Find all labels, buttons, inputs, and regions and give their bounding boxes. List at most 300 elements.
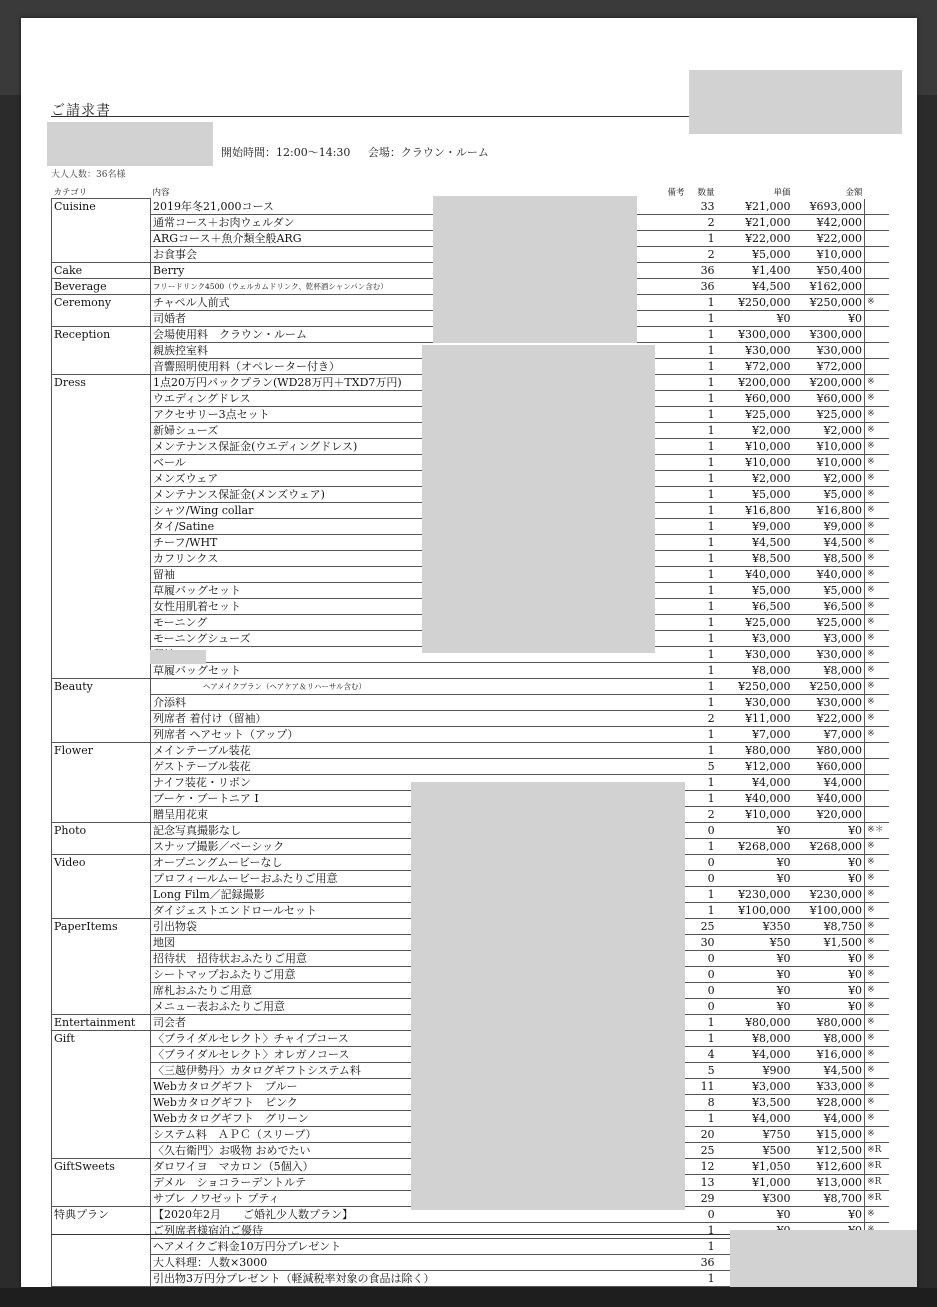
row-unit-price: ¥0	[717, 870, 793, 886]
row-category	[52, 502, 151, 518]
row-item-name: Webカタログギフト グリーン	[151, 1110, 437, 1126]
row-category	[52, 518, 151, 534]
row-unit-price: ¥0	[717, 310, 793, 326]
row-qty: 1	[687, 742, 717, 758]
row-category	[52, 934, 151, 950]
row-tax-mark: ※	[865, 1206, 889, 1222]
row-amount: ¥693,000	[793, 199, 865, 215]
row-qty: 1	[687, 726, 717, 742]
row-tax-mark	[865, 199, 889, 215]
row-unit-price: ¥5,000	[717, 582, 793, 598]
row-amount: ¥22,000	[793, 230, 865, 246]
row-category	[52, 1046, 151, 1062]
row-category	[52, 1126, 151, 1142]
row-amount: ¥80,000	[793, 742, 865, 758]
row-amount: ¥42,000	[793, 214, 865, 230]
row-item-name: 草履バッグセット	[151, 662, 437, 678]
row-tax-mark: ※	[865, 566, 889, 582]
row-tax-mark: ※	[865, 614, 889, 630]
row-unit-price: ¥4,000	[717, 1046, 793, 1062]
row-unit-price: ¥250,000	[717, 294, 793, 310]
venue: 会場：クラウン・ルーム	[367, 146, 489, 159]
row-unit-price: ¥2,000	[717, 470, 793, 486]
row-category	[52, 662, 151, 678]
row-category	[52, 342, 151, 358]
row-unit-price: ¥9,000	[717, 518, 793, 534]
row-amount: ¥0	[793, 998, 865, 1014]
row-qty: 5	[687, 758, 717, 774]
row-unit-price: ¥4,500	[717, 534, 793, 550]
row-note	[437, 1254, 687, 1270]
row-tax-mark: ※R	[865, 1190, 889, 1206]
row-amount: ¥300,000	[793, 326, 865, 342]
row-tax-mark: ※	[865, 1126, 889, 1142]
row-amount: ¥60,000	[793, 390, 865, 406]
table-row	[52, 678, 889, 694]
row-item-name: 草履バッグセット	[151, 582, 437, 598]
row-tax-mark	[865, 790, 889, 806]
row-tax-mark: ※R	[865, 1158, 889, 1174]
row-amount: ¥40,000	[793, 790, 865, 806]
row-note	[437, 1238, 687, 1254]
row-item-name: ダロワイヨ マカロン（5個入）	[151, 1158, 437, 1174]
row-amount: ¥80,000	[793, 1014, 865, 1030]
row-unit-price: ¥3,000	[717, 1078, 793, 1094]
row-amount: ¥1,500	[793, 934, 865, 950]
row-item-name: ヘアメイクプラン（ヘアケア＆リハーサル含む）	[151, 678, 437, 694]
row-amount: ¥0	[793, 950, 865, 966]
row-unit-price: ¥0	[717, 966, 793, 982]
event-info	[221, 144, 503, 160]
row-amount: ¥0	[793, 310, 865, 326]
row-category	[52, 966, 151, 982]
row-category	[52, 358, 151, 374]
row-tax-mark: ※	[865, 374, 889, 390]
row-category	[52, 630, 151, 646]
row-tax-mark: ※	[865, 502, 889, 518]
row-qty: 0	[687, 950, 717, 966]
row-tax-mark: ※	[865, 838, 889, 854]
row-category	[52, 310, 151, 326]
row-unit-price: ¥2,000	[717, 422, 793, 438]
row-tax-mark: ※	[865, 406, 889, 422]
row-qty: 8	[687, 1094, 717, 1110]
row-qty: 1	[687, 454, 717, 470]
row-unit-price: ¥5,000	[717, 246, 793, 262]
row-tax-mark: ※	[865, 630, 889, 646]
header-note: 備考	[667, 188, 685, 199]
row-qty: 1	[687, 1110, 717, 1126]
row-qty: 1	[687, 374, 717, 390]
row-unit-price: ¥5,000	[717, 486, 793, 502]
row-category	[52, 1190, 151, 1206]
row-amount: ¥4,500	[793, 1062, 865, 1078]
row-amount: ¥22,000	[793, 710, 865, 726]
row-tax-mark: ※	[865, 1110, 889, 1126]
row-item-name: シャツ/Wing collar	[151, 502, 437, 518]
viewer-bottom-strip	[0, 1288, 937, 1307]
row-qty: 25	[687, 1142, 717, 1158]
row-item-name: Webカタログギフト ピンク	[151, 1094, 437, 1110]
row-amount: ¥15,000	[793, 1126, 865, 1142]
row-item-name: サブレ ノワゼット プティ	[151, 1190, 437, 1206]
row-unit-price: ¥350	[717, 918, 793, 934]
row-amount: ¥230,000	[793, 886, 865, 902]
row-unit-price: ¥268,000	[717, 838, 793, 854]
row-item-name: 引出物3万円分プレゼント（軽減税率対象の食品は除く）	[151, 1270, 437, 1286]
row-item-name: 席札おふたりご用意	[151, 982, 437, 998]
row-item-name: 女性用肌着セット	[151, 598, 437, 614]
row-item-name: カフリンクス	[151, 550, 437, 566]
row-category: GiftSweets	[52, 1158, 151, 1174]
row-item-name: 招待状 招待状おふたりご用意	[151, 950, 437, 966]
row-qty: 1	[687, 566, 717, 582]
row-qty: 2	[687, 246, 717, 262]
row-unit-price: ¥1,000	[717, 1174, 793, 1190]
redacted-header-block	[689, 70, 902, 134]
row-category	[52, 886, 151, 902]
row-tax-mark: ※	[865, 902, 889, 918]
row-item-name: 列席者 着付け（留袖）	[151, 710, 437, 726]
row-unit-price: ¥750	[717, 1126, 793, 1142]
row-qty: 1	[687, 230, 717, 246]
table-row	[52, 758, 889, 774]
row-tax-mark: ※R	[865, 1174, 889, 1190]
row-item-name: お食事会	[151, 246, 437, 262]
row-tax-mark	[865, 310, 889, 326]
row-item-name: シートマップおふたりご用意	[151, 966, 437, 982]
guest-count-line: 大人人数：36名様	[51, 170, 126, 180]
row-amount: ¥8,700	[793, 1190, 865, 1206]
row-amount: ¥16,800	[793, 502, 865, 518]
row-item-name: 引出物袋	[151, 918, 437, 934]
row-tax-mark: ※	[865, 710, 889, 726]
row-unit-price: ¥21,000	[717, 199, 793, 215]
row-qty: 4	[687, 1046, 717, 1062]
row-item-name: 大人料理：人数×3000	[151, 1254, 437, 1270]
row-tax-mark: ※	[865, 870, 889, 886]
row-tax-mark: ※	[865, 1094, 889, 1110]
row-unit-price: ¥300	[717, 1190, 793, 1206]
row-category	[52, 1174, 151, 1190]
row-category	[52, 550, 151, 566]
redacted-notes-2	[422, 345, 655, 653]
row-item-name: タイ/Satine	[151, 518, 437, 534]
redacted-notes-1	[433, 196, 637, 343]
row-tax-mark	[865, 774, 889, 790]
row-qty: 1	[687, 534, 717, 550]
page-title: ご請求書	[51, 103, 111, 119]
row-tax-mark: ※	[865, 486, 889, 502]
header-unit: 単価	[773, 188, 791, 199]
row-tax-mark: ※R	[865, 1142, 889, 1158]
row-amount: ¥30,000	[793, 646, 865, 662]
row-unit-price: ¥16,800	[717, 502, 793, 518]
row-qty: 1	[687, 902, 717, 918]
row-category: Dress	[52, 374, 151, 390]
row-tax-mark: ※	[865, 438, 889, 454]
row-amount: ¥20,000	[793, 806, 865, 822]
row-amount: ¥2,000	[793, 470, 865, 486]
row-qty: 2	[687, 214, 717, 230]
row-amount: ¥30,000	[793, 694, 865, 710]
row-item-name: メンズウェア	[151, 470, 437, 486]
row-unit-price: ¥3,000	[717, 630, 793, 646]
row-amount: ¥28,000	[793, 1094, 865, 1110]
row-qty: 1	[687, 342, 717, 358]
row-amount: ¥40,000	[793, 566, 865, 582]
row-item-name: メニュー表おふたりご用意	[151, 998, 437, 1014]
row-tax-mark: ※	[865, 854, 889, 870]
row-category	[52, 1270, 151, 1286]
row-unit-price: ¥0	[717, 950, 793, 966]
row-category: Beauty	[52, 678, 151, 694]
row-category	[52, 1062, 151, 1078]
row-category	[52, 806, 151, 822]
row-amount: ¥0	[793, 966, 865, 982]
row-qty: 1	[687, 310, 717, 326]
row-item-name: ARGコース＋魚介類全般ARG	[151, 230, 437, 246]
row-amount: ¥9,000	[793, 518, 865, 534]
row-qty: 1	[687, 774, 717, 790]
row-amount: ¥5,000	[793, 582, 865, 598]
row-qty: 1	[687, 1238, 717, 1254]
row-tax-mark: ※	[865, 582, 889, 598]
row-amount: ¥60,000	[793, 758, 865, 774]
row-category	[52, 438, 151, 454]
row-unit-price: ¥500	[717, 1142, 793, 1158]
table-row	[52, 742, 889, 758]
row-tax-mark: ※	[865, 1030, 889, 1046]
row-amount: ¥33,000	[793, 1078, 865, 1094]
row-item-name: 地図	[151, 934, 437, 950]
row-tax-mark	[865, 246, 889, 262]
row-category: Ceremony	[52, 294, 151, 310]
row-category: Gift	[52, 1030, 151, 1046]
row-item-name: 2019年冬21,000コース	[151, 199, 437, 215]
row-unit-price: ¥30,000	[717, 694, 793, 710]
row-item-name: 留袖	[151, 566, 437, 582]
redacted-notes-3	[411, 782, 685, 1210]
row-item-name: 記念写真撮影なし	[151, 822, 437, 838]
redacted-footer-block	[730, 1230, 917, 1287]
row-category	[52, 870, 151, 886]
row-amount: ¥100,000	[793, 902, 865, 918]
row-amount: ¥0	[793, 982, 865, 998]
row-tax-mark: ※	[865, 950, 889, 966]
row-tax-mark	[865, 262, 889, 278]
row-tax-mark: ※	[865, 694, 889, 710]
row-unit-price: ¥0	[717, 998, 793, 1014]
row-amount: ¥25,000	[793, 406, 865, 422]
row-unit-price: ¥30,000	[717, 646, 793, 662]
row-amount: ¥8,000	[793, 662, 865, 678]
row-item-name: フリードリンク4500（ウェルカムドリンク、乾杯酒シャンパン含む）	[151, 278, 437, 294]
row-amount: ¥268,000	[793, 838, 865, 854]
row-tax-mark	[865, 758, 889, 774]
row-amount: ¥25,000	[793, 614, 865, 630]
row-tax-mark	[865, 326, 889, 342]
row-amount: ¥30,000	[793, 342, 865, 358]
row-qty: 1	[687, 1014, 717, 1030]
row-item-name: チャペル人前式	[151, 294, 437, 310]
row-note	[437, 742, 687, 758]
row-qty: 25	[687, 918, 717, 934]
row-note	[437, 1222, 687, 1238]
row-note	[437, 726, 687, 742]
row-item-name: メインテーブル装花	[151, 742, 437, 758]
row-qty: 1	[687, 790, 717, 806]
redacted-name-block	[47, 122, 213, 166]
row-category	[52, 246, 151, 262]
row-unit-price: ¥50	[717, 934, 793, 950]
row-category	[52, 758, 151, 774]
row-unit-price: ¥3,500	[717, 1094, 793, 1110]
row-qty: 1	[687, 550, 717, 566]
row-qty: 12	[687, 1158, 717, 1174]
row-qty: 5	[687, 1062, 717, 1078]
row-category	[52, 470, 151, 486]
row-tax-mark: ※	[865, 1014, 889, 1030]
row-unit-price: ¥0	[717, 822, 793, 838]
row-qty: 29	[687, 1190, 717, 1206]
row-qty: 1	[687, 486, 717, 502]
row-unit-price: ¥0	[717, 982, 793, 998]
row-qty: 1	[687, 502, 717, 518]
row-amount: ¥250,000	[793, 294, 865, 310]
row-amount: ¥10,000	[793, 438, 865, 454]
row-qty: 1	[687, 694, 717, 710]
row-unit-price: ¥11,000	[717, 710, 793, 726]
row-category	[52, 614, 151, 630]
row-tax-mark: ※	[865, 294, 889, 310]
row-category	[52, 566, 151, 582]
row-item-name: 介添料	[151, 694, 437, 710]
row-unit-price: ¥0	[717, 854, 793, 870]
row-item-name: ベール	[151, 454, 437, 470]
row-qty: 36	[687, 278, 717, 294]
row-category: Reception	[52, 326, 151, 342]
invoice-page	[21, 18, 917, 1287]
row-item-name: メンテナンス保証金(ウエディングドレス)	[151, 438, 437, 454]
row-category	[52, 582, 151, 598]
row-category: 特典プラン	[52, 1206, 151, 1222]
row-amount: ¥7,000	[793, 726, 865, 742]
row-qty: 1	[687, 646, 717, 662]
row-item-name: モーニングシューズ	[151, 630, 437, 646]
row-qty: 1	[687, 678, 717, 694]
row-category	[52, 534, 151, 550]
row-category	[52, 1142, 151, 1158]
row-tax-mark	[865, 342, 889, 358]
row-note	[437, 678, 687, 694]
row-amount: ¥8,500	[793, 550, 865, 566]
redacted-beauty-name	[150, 650, 206, 664]
row-unit-price: ¥4,000	[717, 774, 793, 790]
row-category	[52, 454, 151, 470]
row-tax-mark: ※	[865, 966, 889, 982]
row-amount: ¥4,500	[793, 534, 865, 550]
row-item-name: Berry	[151, 262, 437, 278]
row-item-name: 〈ブライダルセレクト〉オレガノコース	[151, 1046, 437, 1062]
row-qty: 20	[687, 1126, 717, 1142]
row-amount: ¥8,000	[793, 1030, 865, 1046]
row-category	[52, 1110, 151, 1126]
row-qty: 1	[687, 662, 717, 678]
row-tax-mark: ※	[865, 518, 889, 534]
row-amount: ¥200,000	[793, 374, 865, 390]
row-tax-mark: ※	[865, 726, 889, 742]
header-category: カテゴリ	[53, 188, 88, 198]
row-category: Cuisine	[52, 199, 151, 215]
header-qty: 数量	[697, 188, 715, 199]
row-unit-price: ¥200,000	[717, 374, 793, 390]
row-unit-price: ¥0	[717, 1206, 793, 1222]
row-note	[437, 1270, 687, 1286]
row-amount: ¥16,000	[793, 1046, 865, 1062]
row-qty: 1	[687, 582, 717, 598]
row-item-name: プロフィールムービーおふたりご用意	[151, 870, 437, 886]
row-item-name: 通常コース＋お肉ウェルダン	[151, 214, 437, 230]
row-qty: 0	[687, 998, 717, 1014]
row-item-name: 司会者	[151, 1014, 437, 1030]
row-qty: 0	[687, 1206, 717, 1222]
row-tax-mark: ※	[865, 390, 889, 406]
row-qty: 11	[687, 1078, 717, 1094]
row-item-name: 列席者 ヘアセット（アップ）	[151, 726, 437, 742]
row-qty: 1	[687, 598, 717, 614]
row-amount: ¥10,000	[793, 246, 865, 262]
row-qty: 1	[687, 838, 717, 854]
title-divider	[51, 116, 691, 117]
row-note	[437, 758, 687, 774]
row-category	[52, 598, 151, 614]
row-note	[437, 710, 687, 726]
row-unit-price: ¥100,000	[717, 902, 793, 918]
row-category	[52, 694, 151, 710]
row-unit-price: ¥25,000	[717, 406, 793, 422]
row-tax-mark: ※	[865, 886, 889, 902]
row-item-name: ゲストテーブル装花	[151, 758, 437, 774]
row-category	[52, 950, 151, 966]
row-tax-mark: ※	[865, 598, 889, 614]
row-item-name: 新婦シューズ	[151, 422, 437, 438]
row-tax-mark	[865, 358, 889, 374]
row-category	[52, 486, 151, 502]
row-qty: 36	[687, 262, 717, 278]
row-item-name: 司婚者	[151, 310, 437, 326]
row-category	[52, 998, 151, 1014]
row-tax-mark	[865, 742, 889, 758]
row-tax-mark: ※	[865, 1078, 889, 1094]
row-qty: 0	[687, 870, 717, 886]
row-amount: ¥4,000	[793, 1110, 865, 1126]
row-qty: 0	[687, 854, 717, 870]
row-item-name: Long Film／記録撮影	[151, 886, 437, 902]
row-unit-price: ¥80,000	[717, 1014, 793, 1030]
row-item-name: モーニング	[151, 614, 437, 630]
row-category: PaperItems	[52, 918, 151, 934]
row-unit-price: ¥60,000	[717, 390, 793, 406]
row-category	[52, 1238, 151, 1254]
row-unit-price: ¥230,000	[717, 886, 793, 902]
row-category: Video	[52, 854, 151, 870]
row-item-name: スナップ撮影／ベーシック	[151, 838, 437, 854]
table-row	[52, 726, 889, 742]
row-qty: 1	[687, 1222, 717, 1238]
header-content: 内容	[152, 188, 170, 199]
row-unit-price: ¥10,000	[717, 438, 793, 454]
